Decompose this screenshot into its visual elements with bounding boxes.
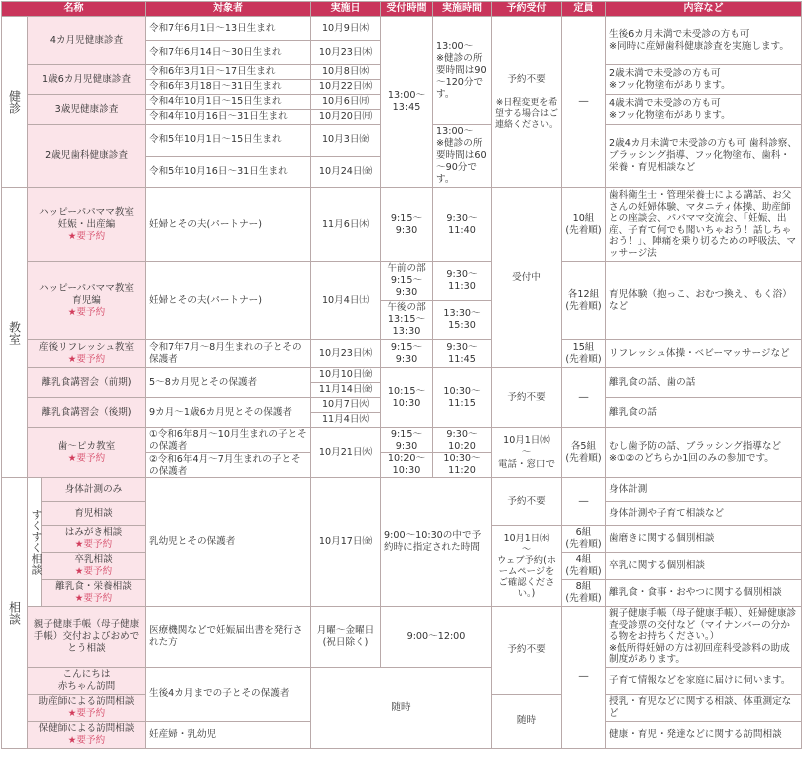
header-content: 内容など bbox=[606, 2, 802, 17]
class-teeth-target-2: ②令和6年4月～7月生まれの子とその保護者 bbox=[149, 454, 301, 477]
kenshin-4m-date-2: 10月23日㈭ bbox=[311, 41, 381, 65]
sukusuku-item-0-content: 身体計測 bbox=[606, 478, 802, 502]
class-hp-pregnancy-content: 歯科衛生士・管理栄養士による講話、お父さんの妊婦体験、マタニティ体操、助産師との座談会、パパママ交流会、「妊娠、出産、子育て何でも聞いちゃおう！話しちゃおう！」、陣痛を乗り切るための呼吸法、マッサージ法 bbox=[606, 188, 802, 262]
kenshin-3y-target-1: 令和4年10月1日～15日生まれ bbox=[146, 95, 311, 110]
class-weaning-early-date-2: 11月14日㈮ bbox=[311, 383, 381, 398]
class-teeth-title: 歯～ピカ教室 bbox=[57, 440, 116, 452]
sukusuku-capacity-none: ― bbox=[562, 478, 606, 526]
class-hp-childcare-date: 10月4日㈯ bbox=[311, 262, 381, 340]
class-weaning-late-date-2: 11月4日㈫ bbox=[311, 413, 381, 428]
kenshin-4m-target-1: 令和7年6月1日～13日生まれ bbox=[146, 17, 311, 41]
class-refresh-title: 産後リフレッシュ教室 bbox=[38, 341, 135, 353]
header-date: 実施日 bbox=[311, 2, 381, 17]
class-weaning-reception: 10:15～ 10:30 bbox=[381, 368, 433, 428]
kenshin-1y6m-date-2: 10月22日㈬ bbox=[311, 80, 381, 95]
soudan-josanshi-name: 助産師による訪問相談 ★要予約 bbox=[28, 694, 146, 721]
class-refresh-content: リフレッシュ体操・ベビーマッサージなど bbox=[606, 340, 802, 368]
class-weaning-late-content: 離乳食の話 bbox=[606, 398, 802, 428]
class-weaning-early-date-1: 10月10日㈮ bbox=[311, 368, 381, 383]
class-refresh-session: 9:30～ 11:45 bbox=[433, 340, 492, 368]
soudan-techo-name: 親子健康手帳（母子健康手帳）交付およびおめでとう相談 bbox=[28, 607, 146, 668]
sukusuku-item-2-name: はみがき相談 ★要予約 bbox=[42, 526, 146, 553]
soudan-techo-target: 医療機関などで妊娠届出書を発行された方 bbox=[146, 607, 311, 668]
kenshin-1y6m-target-1: 令和6年3月1日～17日生まれ bbox=[146, 65, 311, 80]
kenshin-reservation-note: ※日程変更を希望する場合はご連絡ください。 bbox=[495, 97, 559, 130]
class-teeth-reception-1: 9:15～ 9:30 bbox=[381, 429, 432, 453]
soudan-hokenshi-name: 保健師による訪問相談 ★要予約 bbox=[28, 721, 146, 748]
sukusuku-item-3-name: 卒乳相談 ★要予約 bbox=[42, 553, 146, 580]
soudan-techo-content: 親子健康手帳（母子健康手帳）、妊婦健康診査受診票の交付など（マイナンバーの分かる物をお持ちください。） ※低所得妊婦の方は初回産科受診料の助成制度があります。 bbox=[606, 607, 802, 668]
header-reservation: 予約受付 bbox=[492, 2, 562, 17]
soudan-konnichiwa-content: 子育て情報などを家庭に届けに伺います。 bbox=[606, 667, 802, 694]
kenshin-2y-target-2: 令和5年10月16日～31日生まれ bbox=[146, 156, 311, 188]
class-weaning-session: 10:30～ 11:15 bbox=[433, 368, 492, 428]
soudan-konnichiwa-name: こんにちは 赤ちゃん訪問 bbox=[28, 667, 146, 694]
class-hp-pregnancy-title: ハッピーパパママ教室 bbox=[38, 206, 135, 218]
soudan-josanshi-target: 生後4カ月までの子とその保護者 bbox=[146, 667, 311, 721]
sukusuku-time: 9:00～10:30の中で予約時に指定された時間 bbox=[381, 478, 492, 607]
sukusuku-item-4-content: 離乳食・食事・おやつに関する個別相談 bbox=[606, 580, 802, 607]
sukusuku-item-4-name: 離乳食・栄養相談 ★要予約 bbox=[42, 580, 146, 607]
kenshin-session-time-2: 13:00～ ※健診の所要時間は60～90分です。 bbox=[433, 125, 492, 188]
class-hp-childcare-session-am: 9:30～ 11:30 bbox=[433, 262, 492, 301]
class-hp-childcare-name bbox=[28, 262, 146, 340]
category-kyoshitsu: 教室 bbox=[2, 188, 28, 478]
sukusuku-date: 10月17日㈮ bbox=[311, 478, 381, 607]
header-row bbox=[2, 2, 802, 17]
class-hp-pregnancy-subtitle: 妊娠・出産編 bbox=[57, 218, 116, 230]
class-teeth-content: むし歯予防の話、ブラッシング指導など ※①②のどちらか1回のみの参加です。 bbox=[606, 428, 802, 478]
class-teeth-reception-2: 10:20～ 10:30 bbox=[387, 453, 426, 476]
soudan-techo-date: 月曜～金曜日 (祝日除く) bbox=[311, 607, 381, 668]
class-refresh-date: 10月23日㈭ bbox=[311, 340, 381, 368]
kenshin-4m-content: 生後6カ月未満で未受診の方も可 ※同時に産婦歯科健康診査を実施します。 bbox=[606, 17, 802, 65]
header-reception-time: 受付時間 bbox=[381, 2, 433, 17]
class-refresh-name bbox=[28, 340, 146, 368]
kenshin-2y-date-2: 10月24日㈮ bbox=[311, 156, 381, 188]
kenshin-1y6m-content: 2歳未満で未受診の方も可 ※フッ化物塗布があります。 bbox=[606, 65, 802, 95]
class-weaning-late-date-1: 10月7日㈫ bbox=[311, 398, 381, 413]
class-hp-childcare-capacity: 各12組 (先着順) bbox=[562, 262, 606, 340]
kenshin-3y-date-1: 10月6日㈪ bbox=[311, 95, 381, 110]
class-hp-pregnancy-date: 11月6日㈭ bbox=[311, 188, 381, 262]
kenshin-4m-target-2: 令和7年6月14日～30日生まれ bbox=[146, 41, 311, 65]
soudan-hokenshi-content: 健康・育児・発達などに関する訪問相談 bbox=[606, 721, 802, 748]
sukusuku-item-2-capacity: 6組 (先着順) bbox=[562, 526, 606, 553]
soudan-reservation-free: 予約不要 bbox=[492, 607, 562, 695]
class-teeth-name bbox=[28, 428, 146, 478]
class-hp-childcare-session-pm: 13:30～ 15:30 bbox=[433, 301, 492, 340]
reserve-required-badge: ★要予約 bbox=[67, 306, 106, 318]
kenshin-2y-date-1: 10月3日㈮ bbox=[311, 125, 381, 157]
sukusuku-item-4-capacity: 8組 (先着順) bbox=[562, 580, 606, 607]
class-teeth-session-1: 9:30～ 10:20 bbox=[433, 429, 491, 453]
soudan-anytime: 随時 bbox=[311, 667, 492, 748]
class-hp-pregnancy-capacity: 10組 (先着順) bbox=[562, 188, 606, 262]
kenshin-1y6m-date-1: 10月8日㈬ bbox=[311, 65, 381, 80]
class-teeth-session-2: 10:30～ 11:20 bbox=[443, 453, 481, 476]
class-teeth-target-1: ①令和6年8月～10月生まれの子とその保護者 bbox=[146, 428, 310, 453]
sukusuku-item-1-content: 身体計測や子育て相談など bbox=[606, 502, 802, 526]
class-refresh-target: 令和7年7月～8月生まれの子とその保護者 bbox=[146, 340, 311, 368]
soudan-hokenshi-target: 妊産婦・乳幼児 bbox=[146, 721, 311, 748]
schedule-table bbox=[1, 1, 802, 749]
kenshin-reservation bbox=[492, 17, 562, 188]
class-hp-childcare-target: 妊婦とその夫(パートナー) bbox=[146, 262, 311, 340]
class-weaning-capacity: ― bbox=[562, 368, 606, 428]
sukusuku-item-1-name: 育児相談 bbox=[42, 502, 146, 526]
reserve-required-badge: ★要予約 bbox=[67, 353, 106, 365]
class-weaning-reservation: 予約不要 bbox=[492, 368, 562, 428]
class-hp-pregnancy-session: 9:30～ 11:40 bbox=[433, 188, 492, 262]
header-name: 名称 bbox=[2, 2, 146, 17]
kenshin-capacity: ― bbox=[562, 17, 606, 188]
class-teeth-target bbox=[146, 428, 311, 478]
kenshin-3y-content: 4歳未満で未受診の方も可 ※フッ化物塗布があります。 bbox=[606, 95, 802, 125]
kenshin-1y6m-target-2: 令和6年3月18日～31日生まれ bbox=[146, 80, 311, 95]
category-kenshin: 健診 bbox=[2, 17, 28, 188]
class-teeth-date: 10月21日㈫ bbox=[311, 428, 381, 478]
reserve-required-badge: ★要予約 bbox=[67, 452, 106, 464]
class-teeth-capacity: 各5組 (先着順) bbox=[562, 428, 606, 478]
class-hp-childcare-content: 育児体験（抱っこ、おむつ換え、もく浴）など bbox=[606, 262, 802, 340]
kenshin-session-time-1: 13:00～ ※健診の所要時間は90～120分です。 bbox=[433, 17, 492, 125]
class-reservation-open: 受付中 bbox=[492, 188, 562, 368]
class-weaning-early-name: 離乳食講習会（前期) bbox=[28, 368, 146, 398]
class-refresh-reception: 9:15～ 9:30 bbox=[381, 340, 433, 368]
category-soudan: 相談 bbox=[2, 478, 28, 749]
kenshin-4m-date-1: 10月9日㈭ bbox=[311, 17, 381, 41]
class-weaning-early-target: 5～8カ月児とその保護者 bbox=[146, 368, 311, 398]
category-sukusuku: すくすく相談 bbox=[28, 478, 42, 607]
class-hp-pregnancy-reception: 9:15～ 9:30 bbox=[381, 188, 433, 262]
soudan-techo-time: 9:00～12:00 bbox=[381, 607, 492, 668]
class-hp-childcare-reception-pm: 午後の部 13:15～ 13:30 bbox=[381, 301, 433, 340]
sukusuku-target: 乳幼児とその保護者 bbox=[146, 478, 311, 607]
kenshin-2y-dental-name: 2歳児歯科健康診査 bbox=[28, 125, 146, 188]
kenshin-3y-date-2: 10月20日㈪ bbox=[311, 110, 381, 125]
class-weaning-early-content: 離乳食の話、歯の話 bbox=[606, 368, 802, 398]
class-refresh-capacity: 15組 (先着順) bbox=[562, 340, 606, 368]
sukusuku-item-3-capacity: 4組 (先着順) bbox=[562, 553, 606, 580]
kenshin-1y6m-name: 1歳6カ月児健康診査 bbox=[28, 65, 146, 95]
class-weaning-late-target: 9カ月～1歳6カ月児とその保護者 bbox=[146, 398, 311, 428]
class-hp-childcare-title: ハッピーパパママ教室 bbox=[38, 282, 135, 294]
soudan-capacity: ― bbox=[562, 607, 606, 749]
kenshin-4m-name: 4カ月児健康診査 bbox=[28, 17, 146, 65]
sukusuku-item-2-content: 歯磨きに関する個別相談 bbox=[606, 526, 802, 553]
sukusuku-reservation-web: 10月1日㈬ ～ ウェブ予約(ホームページをご確認ください。) bbox=[492, 526, 562, 607]
kenshin-3y-target-2: 令和4年10月16日～31日生まれ bbox=[146, 110, 311, 125]
kenshin-3y-name: 3歳児健康診査 bbox=[28, 95, 146, 125]
class-weaning-late-name: 離乳食講習会（後期) bbox=[28, 398, 146, 428]
header-session-time: 実施時間 bbox=[433, 2, 492, 17]
kenshin-2y-content: 2歳4カ月未満で未受診の方も可 歯科診察、ブラッシング指導、フッ化物塗布、歯科・栄養・育児相談など bbox=[606, 125, 802, 188]
class-teeth-session bbox=[433, 428, 492, 478]
soudan-reservation-anytime: 随時 bbox=[492, 694, 562, 748]
kenshin-reception-time: 13:00～ 13:45 bbox=[381, 17, 433, 188]
sukusuku-item-3-content: 卒乳に関する個別相談 bbox=[606, 553, 802, 580]
soudan-josanshi-content: 授乳・育児などに関する相談、体重測定など bbox=[606, 694, 802, 721]
reserve-required-badge: ★要予約 bbox=[67, 230, 106, 242]
class-hp-pregnancy-target: 妊婦とその夫(パートナー) bbox=[146, 188, 311, 262]
class-teeth-reception bbox=[381, 428, 433, 478]
class-hp-childcare-subtitle: 育児編 bbox=[72, 294, 101, 306]
kenshin-reservation-label: 予約不要 bbox=[507, 73, 546, 85]
kenshin-2y-target-1: 令和5年10月1日～15日生まれ bbox=[146, 125, 311, 157]
header-capacity: 定員 bbox=[562, 2, 606, 17]
sukusuku-item-0-name: 身体計測のみ bbox=[42, 478, 146, 502]
header-target: 対象者 bbox=[146, 2, 311, 17]
sukusuku-reservation-free: 予約不要 bbox=[492, 478, 562, 526]
class-teeth-reservation: 10月1日㈬ ～ 電話・窓口で bbox=[492, 428, 562, 478]
class-hp-pregnancy-name bbox=[28, 188, 146, 262]
class-hp-childcare-reception-am: 午前の部 9:15～ 9:30 bbox=[381, 262, 433, 301]
